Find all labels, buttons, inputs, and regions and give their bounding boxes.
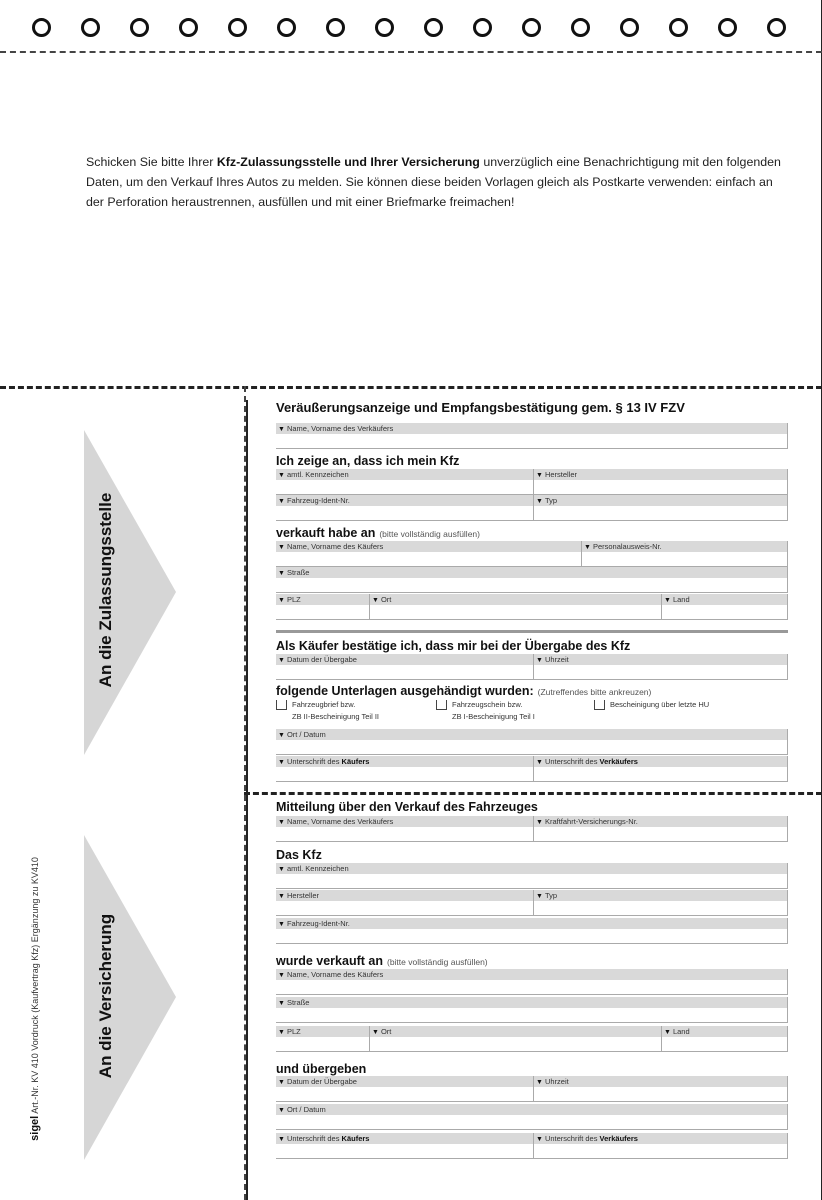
field-label: ▼ Ort / Datum: [276, 729, 787, 740]
card1-buyer-signature-field[interactable]: [276, 756, 534, 782]
field-label: ▼ Name, Vorname des Käufers: [276, 541, 581, 552]
punch-hole-strip: [30, 18, 800, 42]
checkbox-fahrzeugschein[interactable]: [436, 700, 447, 710]
field-label: ▼ Uhrzeit: [534, 1076, 787, 1087]
checkbox-label-fahrzeugschein: [452, 699, 535, 723]
field-label: ▼ amtl. Kennzeichen: [276, 469, 533, 480]
card2-country-field[interactable]: [662, 1026, 788, 1052]
card1-handover-date-field[interactable]: [276, 654, 534, 680]
checkbox-label-line: Fahrzeugbrief bzw.: [292, 700, 356, 709]
section-label: verkauft habe an: [276, 526, 376, 540]
field-label: [276, 1133, 533, 1144]
card1-buyer-name-field[interactable]: [276, 541, 582, 567]
punch-hole: [718, 18, 737, 37]
checkbox-label-fahrzeugbrief: [292, 699, 379, 723]
field-label: ▼ Name, Vorname des Verkäufers: [276, 816, 533, 827]
field-label: ▼ Fahrzeug-Ident-Nr.: [276, 918, 787, 929]
section-note: (bitte vollständig ausfüllen): [386, 957, 488, 967]
field-label: ▼ Name, Vorname des Verkäufers: [276, 423, 787, 434]
field-label: ▼ Uhrzeit: [534, 654, 787, 665]
card1-seller-name-field[interactable]: [276, 423, 788, 449]
field-label: ▼ PLZ: [276, 1026, 369, 1037]
field-label: ▼ PLZ: [276, 594, 369, 605]
card1-divider: [276, 630, 788, 633]
card1-manufacturer-field[interactable]: [534, 469, 788, 495]
card2-section-handover: und übergeben: [276, 1062, 367, 1076]
card1-vin-field[interactable]: [276, 495, 534, 521]
card2-buyer-name-field[interactable]: [276, 969, 788, 995]
card2-handover-date-field[interactable]: [276, 1076, 534, 1102]
card1-zip-field[interactable]: [276, 594, 370, 620]
card2-section-sold: [276, 954, 488, 968]
card2-zip-field[interactable]: [276, 1026, 370, 1052]
label-bold: Verkäufers: [599, 757, 638, 766]
card2-time-field[interactable]: [534, 1076, 788, 1102]
punch-hole: [424, 18, 443, 37]
card1-section-vehicle: Ich zeige an, dass ich mein Kfz: [276, 454, 460, 468]
card1-section-confirm: Als Käufer bestätige ich, dass mir bei der Übergabe des Kfz: [276, 639, 631, 653]
field-label: ▼ Hersteller: [534, 469, 787, 480]
card1-place-date-field[interactable]: [276, 729, 788, 755]
card1-time-field[interactable]: [534, 654, 788, 680]
label-bold: Käufers: [341, 757, 370, 766]
field-label: ▼ Land: [662, 594, 787, 605]
section-note: (Zutreffendes bitte ankreuzen): [537, 687, 652, 697]
label-versicherung: An die Versicherung: [96, 913, 115, 1079]
card2-section-vehicle: Das Kfz: [276, 848, 322, 862]
section-note: (bitte vollständig ausfüllen): [379, 529, 480, 539]
field-label: ▼ Datum der Übergabe: [276, 654, 533, 665]
card1-street-field[interactable]: [276, 567, 788, 593]
card2-type-field[interactable]: [534, 890, 788, 916]
card1-id-card-field[interactable]: [582, 541, 788, 567]
punch-hole: [473, 18, 492, 37]
perforation-top[interactable]: [0, 51, 822, 53]
checkbox-label-line: ZB II-Bescheinigung Teil II: [292, 712, 379, 721]
field-label: [534, 756, 787, 767]
perforation-cards[interactable]: [244, 792, 822, 795]
field-label: ▼ Name, Vorname des Käufers: [276, 969, 787, 980]
punch-hole: [130, 18, 149, 37]
brand-imprint: [29, 824, 41, 1174]
field-label: ▼ Land: [662, 1026, 787, 1037]
label-bold: Verkäufers: [599, 1134, 638, 1143]
card1-section-sold: [276, 526, 480, 540]
card1-country-field[interactable]: [662, 594, 788, 620]
field-label: ▼ Hersteller: [276, 890, 533, 901]
field-label: [276, 756, 533, 767]
section-label: wurde verkauft an: [276, 954, 383, 968]
card2-place-date-field[interactable]: [276, 1104, 788, 1130]
checkbox-fahrzeugbrief[interactable]: [276, 700, 287, 710]
card2-manufacturer-field[interactable]: [276, 890, 534, 916]
field-label: ▼ Straße: [276, 997, 787, 1008]
punch-hole: [767, 18, 786, 37]
card1-seller-signature-field[interactable]: [534, 756, 788, 782]
perforation-middle[interactable]: [0, 386, 822, 389]
label-bold: Käufers: [341, 1134, 370, 1143]
card1-title: Veräußerungsanzeige und Empfangsbestätigung gem. § 13 IV FZV: [276, 400, 685, 415]
punch-hole: [179, 18, 198, 37]
card1-section-docs: [276, 684, 651, 698]
checkbox-label-line: ZB I-Bescheinigung Teil I: [452, 712, 535, 721]
punch-hole: [375, 18, 394, 37]
punch-hole: [571, 18, 590, 37]
card1-city-field[interactable]: [370, 594, 662, 620]
field-label: ▼ Datum der Übergabe: [276, 1076, 533, 1087]
punch-hole: [620, 18, 639, 37]
field-label: ▼ Kraftfahrt-Versicherungs-Nr.: [534, 816, 787, 827]
card2-title: Mitteilung über den Verkauf des Fahrzeuges: [276, 800, 538, 814]
punch-hole: [81, 18, 100, 37]
checkbox-label-line: Fahrzeugschein bzw.: [452, 700, 523, 709]
label-text: Unterschrift des: [544, 757, 600, 766]
card2-street-field[interactable]: [276, 997, 788, 1023]
punch-hole: [228, 18, 247, 37]
label-text: Unterschrift des: [286, 757, 342, 766]
card2-buyer-signature-field[interactable]: [276, 1133, 534, 1159]
field-label: ▼ Personalausweis-Nr.: [582, 541, 787, 552]
field-label: ▼ Ort / Datum: [276, 1104, 787, 1115]
field-label: ▼ Fahrzeug-Ident-Nr.: [276, 495, 533, 506]
card2-vin-field[interactable]: [276, 918, 788, 944]
field-label: ▼ Typ: [534, 890, 787, 901]
field-label: ▼ Ort: [370, 1026, 661, 1037]
checkbox-label-hu: Bescheinigung über letzte HU: [610, 700, 710, 709]
punch-hole: [277, 18, 296, 37]
intro-text: Schicken Sie bitte Ihrer Kfz-Zulassungsstelle und Ihrer Versicherung unverzüglich eine Benachrichtigung mit den folgenden Daten, um den Verkauf Ihres Autos zu melden. Sie können diese beiden Vorlagen gleich als Postkarte verwenden: einfach an der Perforation heraustrennen, ausfüllen und mit einer Briefmarke freimachen!: [86, 155, 781, 209]
punch-hole: [669, 18, 688, 37]
field-label: ▼ Ort: [370, 594, 661, 605]
field-label: ▼ amtl. Kennzeichen: [276, 863, 787, 874]
label-text: Unterschrift des: [544, 1134, 600, 1143]
punch-hole: [32, 18, 51, 37]
card2-city-field[interactable]: [370, 1026, 662, 1052]
card1-type-field[interactable]: [534, 495, 788, 521]
article-number: Art.-Nr. KV 410 Vordruck (Kaufvertrag Kfz) Ergänzung zu KV410: [30, 857, 40, 1114]
punch-hole: [326, 18, 345, 37]
card1-plate-field[interactable]: [276, 469, 534, 495]
section-label: folgende Unterlagen ausgehändigt wurden:: [276, 684, 534, 698]
card-border-left: [246, 400, 248, 1200]
card2-seller-signature-field[interactable]: [534, 1133, 788, 1159]
field-label: [534, 1133, 787, 1144]
checkbox-hu[interactable]: [594, 700, 605, 710]
sigel-logo: sigel: [29, 1115, 41, 1141]
card2-insurance-no-field[interactable]: [534, 816, 788, 842]
field-label: ▼ Straße: [276, 567, 787, 578]
label-zulassungsstelle: An die Zulassungsstelle: [96, 492, 115, 688]
card2-seller-name-field[interactable]: [276, 816, 534, 842]
field-label: ▼ Typ: [534, 495, 787, 506]
punch-hole: [522, 18, 541, 37]
card2-plate-field[interactable]: [276, 863, 788, 889]
label-text: Unterschrift des: [286, 1134, 342, 1143]
